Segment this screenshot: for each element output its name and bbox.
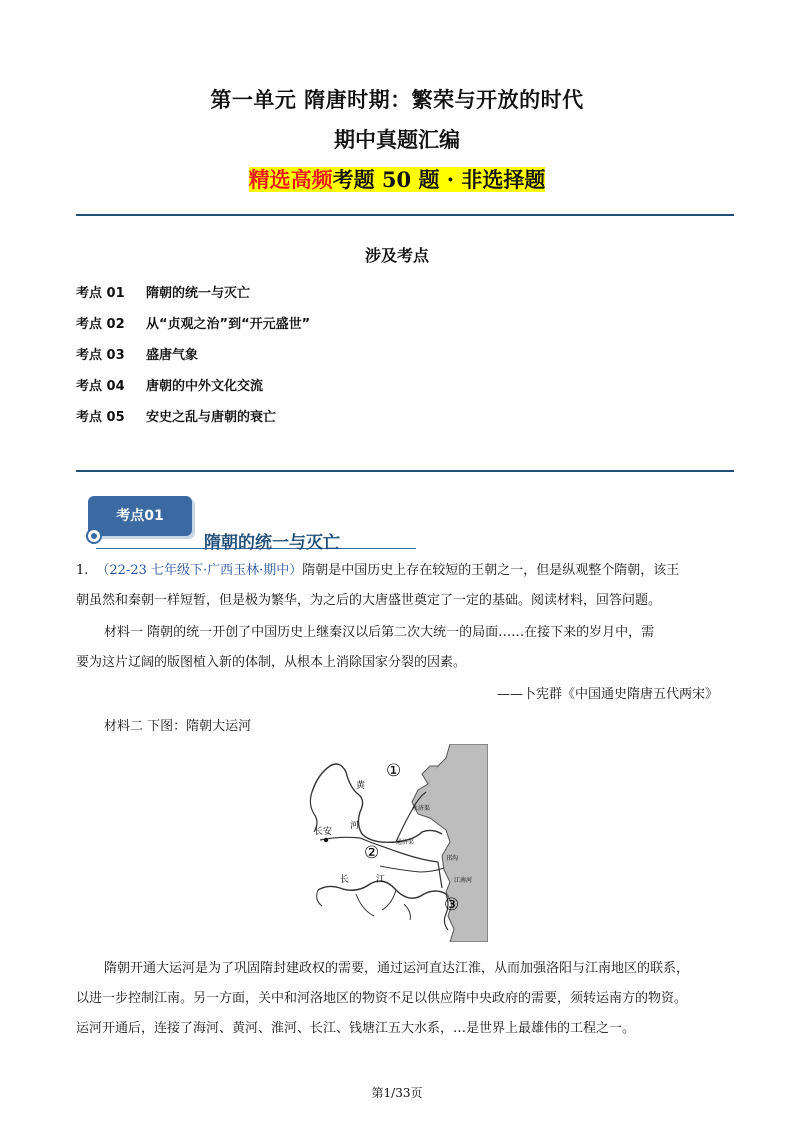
divider-mid (76, 470, 734, 472)
document-tagline (0, 164, 794, 194)
map-label-chang: 长 (340, 875, 350, 885)
topic-badge-label: 考点01 (88, 496, 192, 536)
question-source: （22-23 七年级下·广西玉林·期中） (96, 563, 303, 578)
topic-item: 考点 04 唐朝的中外文化交流 (76, 379, 264, 394)
material-one-citation: ——卜宪群《中国通史隋唐五代两宋》 (496, 687, 718, 702)
document-title: 第一单元 隋唐时期：繁荣与开放的时代 (210, 88, 584, 112)
document-subtitle: 期中真题汇编 (334, 128, 460, 152)
explanation-para-2: 以进一步控制江南。另一方面，关中和河洛地区的物资不足以供应隋中央政府的需要，须转运南方的物资。 (76, 991, 688, 1006)
topic-item: 考点 02 从“贞观之治”到“开元盛世” (76, 317, 311, 332)
map-mark-3: ③ (444, 895, 460, 915)
material-one-cont: 要为这片辽阔的版图植入新的体制，从根本上消除国家分裂的因素。 (76, 655, 467, 670)
topic-item: 考点 05 安史之乱与唐朝的衰亡 (76, 410, 277, 425)
topic-heading: 隋朝的统一与灭亡 (204, 533, 340, 553)
explanation-para-3: 运河开通后，连接了海河、黄河、淮河、长江、钱塘江五大水系，…是世界上最雄伟的工程之一。 (76, 1021, 636, 1036)
material-two-caption: 材料二 下图：隋朝大运河 (104, 719, 252, 734)
topic-item: 考点 03 盛唐气象 (76, 348, 199, 363)
topics-heading: 涉及考点 (364, 246, 429, 265)
tagline-highlight: 精选高频考题 50 题 · 非选择题 (248, 167, 546, 192)
map-label-jiang: 江 (376, 875, 386, 885)
map-label-yongji: 永济渠 (412, 805, 431, 812)
page-number: 第1/33页 (371, 1086, 423, 1100)
topic-badge (88, 496, 198, 546)
badge-bullet-icon (86, 528, 102, 544)
map-label-hangou: 邗沟 (446, 855, 459, 862)
material-one: 材料一 隋朝的统一开创了中国历史上继秦汉以后第二次大统一的局面……在接下来的岁月中，需 (104, 625, 655, 640)
question-intro-cont: 朝虽然和秦朝一样短暂，但是极为繁华，为之后的大唐盛世奠定了一定的基础。阅读材料，回答问题。 (76, 593, 662, 608)
map-mark-1: ① (386, 761, 402, 781)
grand-canal-map (300, 744, 488, 942)
map-label-changan: 长安 (314, 827, 333, 837)
divider-top (76, 214, 734, 216)
grand-canal-map-graphic (300, 744, 488, 942)
question-intro: 1. （22-23 七年级下·广西玉林·期中）隋朝是中国历史上存在较短的王朝之一，但是纵观整个隋朝，该王 (76, 563, 680, 578)
explanation-para-1: 隋朝开通大运河是为了巩固隋封建政权的需要，通过运河直达江淮，从而加强洛阳与江南地区的联系， (104, 961, 690, 976)
map-label-jiangnan: 江南河 (454, 877, 473, 884)
map-label-huang: 黄 (356, 781, 366, 791)
map-mark-2: ② (364, 843, 380, 863)
topic-item: 考点 01 隋朝的统一与灭亡 (76, 286, 251, 301)
map-label-he: 河 (350, 821, 360, 831)
map-label-tongji: 通济渠 (396, 839, 415, 846)
